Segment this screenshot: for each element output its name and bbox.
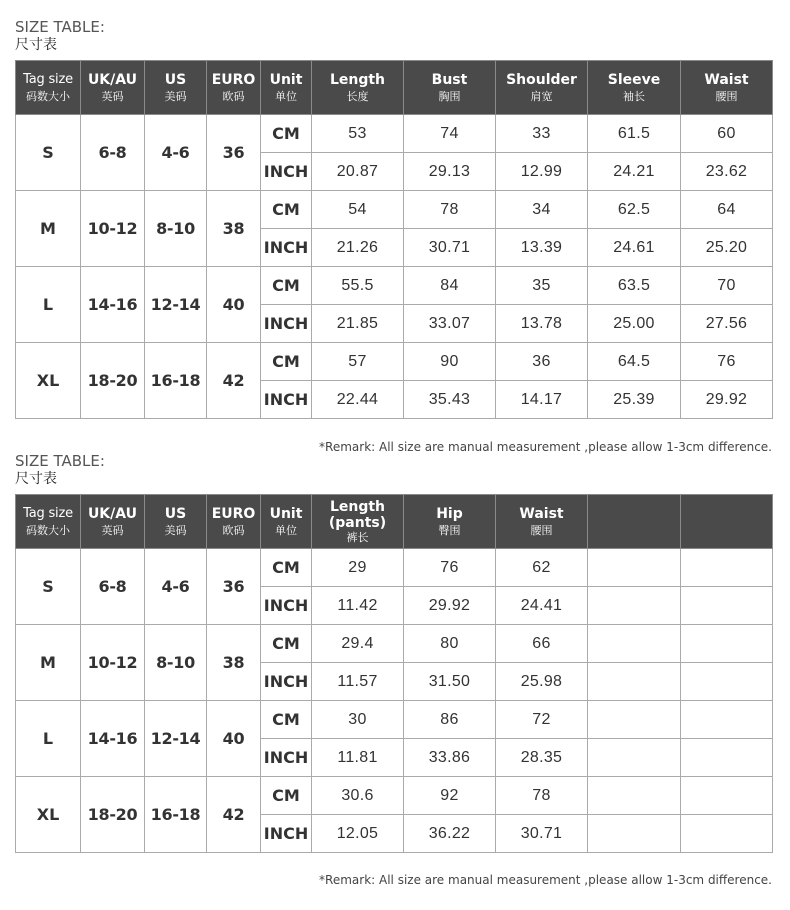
- measurement-cell: 25.39: [588, 381, 681, 419]
- measurement-cell: [588, 549, 681, 587]
- measurement-cell: 36: [496, 343, 588, 381]
- us-size-cell: 12-14: [145, 267, 207, 343]
- unit-cell: INCH: [261, 153, 312, 191]
- unit-cell: CM: [261, 343, 312, 381]
- us-size-cell: 4-6: [145, 549, 207, 625]
- measurement-cell: 86: [404, 701, 496, 739]
- table-title-en: SIZE TABLE:: [15, 18, 105, 36]
- uk-size-cell: 6-8: [81, 115, 145, 191]
- unit-cell: INCH: [261, 305, 312, 343]
- table-row: [16, 549, 773, 587]
- measurement-cell: 35: [496, 267, 588, 305]
- measurement-cell: 24.21: [588, 153, 681, 191]
- header-unit: Unit 单位: [261, 495, 312, 549]
- uk-size-cell: 18-20: [81, 777, 145, 853]
- header-unit: Unit 单位: [261, 61, 312, 115]
- unit-cell: INCH: [261, 739, 312, 777]
- us-size-cell: 4-6: [145, 115, 207, 191]
- uk-size-cell: 14-16: [81, 701, 145, 777]
- tag-size-cell: XL: [16, 343, 81, 419]
- uk-size-cell: 14-16: [81, 267, 145, 343]
- size-table-bottom: [15, 494, 773, 853]
- unit-cell: INCH: [261, 229, 312, 267]
- measurement-cell: 78: [496, 777, 588, 815]
- measurement-cell: 36.22: [404, 815, 496, 853]
- header-shoulder: Shoulder 肩宽: [496, 61, 588, 115]
- header-row: [16, 61, 773, 115]
- remark-note: *Remark: All size are manual measurement ,please allow 1-3cm difference.: [319, 440, 772, 454]
- tag-size-cell: M: [16, 191, 81, 267]
- unit-cell: CM: [261, 549, 312, 587]
- tag-size-cell: M: [16, 625, 81, 701]
- measurement-cell: 92: [404, 777, 496, 815]
- header-waist: Waist 腰围: [496, 495, 588, 549]
- header-waist: Waist 腰围: [681, 61, 773, 115]
- unit-cell: INCH: [261, 381, 312, 419]
- measurement-cell: 30.71: [404, 229, 496, 267]
- measurement-cell: 30: [312, 701, 404, 739]
- measurement-cell: [681, 701, 773, 739]
- measurement-cell: 14.17: [496, 381, 588, 419]
- euro-size-cell: 42: [207, 343, 261, 419]
- tag-size-cell: S: [16, 115, 81, 191]
- header-us: US 美码: [145, 495, 207, 549]
- measurement-cell: 53: [312, 115, 404, 153]
- measurement-cell: 12.05: [312, 815, 404, 853]
- tag-size-cell: XL: [16, 777, 81, 853]
- unit-cell: CM: [261, 191, 312, 229]
- uk-size-cell: 6-8: [81, 549, 145, 625]
- measurement-cell: 70: [681, 267, 773, 305]
- measurement-cell: [681, 739, 773, 777]
- measurement-cell: 11.57: [312, 663, 404, 701]
- measurement-cell: 25.98: [496, 663, 588, 701]
- measurement-cell: 21.85: [312, 305, 404, 343]
- measurement-cell: 76: [404, 549, 496, 587]
- euro-size-cell: 38: [207, 625, 261, 701]
- us-size-cell: 8-10: [145, 191, 207, 267]
- table-row: [16, 267, 773, 305]
- measurement-cell: 72: [496, 701, 588, 739]
- table-row: [16, 625, 773, 663]
- measurement-cell: 54: [312, 191, 404, 229]
- unit-cell: CM: [261, 115, 312, 153]
- euro-size-cell: 36: [207, 115, 261, 191]
- measurement-cell: 57: [312, 343, 404, 381]
- header-length-pants: Length (pants) 裤长: [312, 495, 404, 549]
- measurement-cell: 29.92: [404, 587, 496, 625]
- measurement-cell: 28.35: [496, 739, 588, 777]
- header-row: [16, 495, 773, 549]
- measurement-cell: 74: [404, 115, 496, 153]
- remark-note: *Remark: All size are manual measurement ,please allow 1-3cm difference.: [319, 873, 772, 887]
- header-empty-1: [588, 495, 681, 549]
- uk-size-cell: 10-12: [81, 191, 145, 267]
- size-table-section-bottom: [15, 452, 773, 853]
- unit-cell: INCH: [261, 815, 312, 853]
- measurement-cell: 29: [312, 549, 404, 587]
- measurement-cell: 13.39: [496, 229, 588, 267]
- measurement-cell: 24.41: [496, 587, 588, 625]
- measurement-cell: 31.50: [404, 663, 496, 701]
- header-uk-au: UK/AU 英码: [81, 495, 145, 549]
- measurement-cell: 27.56: [681, 305, 773, 343]
- measurement-cell: 23.62: [681, 153, 773, 191]
- uk-size-cell: 18-20: [81, 343, 145, 419]
- measurement-cell: 11.81: [312, 739, 404, 777]
- measurement-cell: 25.00: [588, 305, 681, 343]
- measurement-cell: [588, 739, 681, 777]
- us-size-cell: 8-10: [145, 625, 207, 701]
- measurement-cell: 24.61: [588, 229, 681, 267]
- header-empty-2: [681, 495, 773, 549]
- uk-size-cell: 10-12: [81, 625, 145, 701]
- unit-cell: CM: [261, 267, 312, 305]
- unit-cell: CM: [261, 777, 312, 815]
- measurement-cell: [588, 625, 681, 663]
- tag-size-cell: L: [16, 267, 81, 343]
- measurement-cell: [588, 587, 681, 625]
- table-row: [16, 343, 773, 381]
- unit-cell: CM: [261, 625, 312, 663]
- unit-cell: INCH: [261, 663, 312, 701]
- measurement-cell: 12.99: [496, 153, 588, 191]
- unit-cell: INCH: [261, 587, 312, 625]
- table-title-en: SIZE TABLE:: [15, 452, 105, 470]
- measurement-cell: [588, 777, 681, 815]
- measurement-cell: 33.86: [404, 739, 496, 777]
- header-bust: Bust 胸围: [404, 61, 496, 115]
- unit-cell: CM: [261, 701, 312, 739]
- table-title-cn: 尺寸表: [15, 37, 57, 53]
- measurement-cell: [681, 777, 773, 815]
- euro-size-cell: 40: [207, 267, 261, 343]
- measurement-cell: 80: [404, 625, 496, 663]
- measurement-cell: 64.5: [588, 343, 681, 381]
- measurement-cell: 22.44: [312, 381, 404, 419]
- measurement-cell: 84: [404, 267, 496, 305]
- measurement-cell: 34: [496, 191, 588, 229]
- measurement-cell: [681, 549, 773, 587]
- measurement-cell: 66: [496, 625, 588, 663]
- measurement-cell: 60: [681, 115, 773, 153]
- tag-size-cell: L: [16, 701, 81, 777]
- us-size-cell: 16-18: [145, 343, 207, 419]
- measurement-cell: 35.43: [404, 381, 496, 419]
- measurement-cell: 20.87: [312, 153, 404, 191]
- header-tag-size: Tag size 码数大小: [16, 495, 81, 549]
- header-tag-size: Tag size 码数大小: [16, 61, 81, 115]
- measurement-cell: 30.6: [312, 777, 404, 815]
- measurement-cell: 30.71: [496, 815, 588, 853]
- header-sleeve: Sleeve 袖长: [588, 61, 681, 115]
- measurement-cell: 90: [404, 343, 496, 381]
- euro-size-cell: 40: [207, 701, 261, 777]
- measurement-cell: 29.92: [681, 381, 773, 419]
- header-length: Length 长度: [312, 61, 404, 115]
- measurement-cell: 25.20: [681, 229, 773, 267]
- size-table-section-top: [15, 18, 773, 419]
- measurement-cell: [681, 587, 773, 625]
- tag-size-cell: S: [16, 549, 81, 625]
- header-hip: Hip 臀围: [404, 495, 496, 549]
- measurement-cell: [681, 815, 773, 853]
- measurement-cell: 21.26: [312, 229, 404, 267]
- measurement-cell: 33.07: [404, 305, 496, 343]
- measurement-cell: [681, 625, 773, 663]
- us-size-cell: 12-14: [145, 701, 207, 777]
- measurement-cell: 29.4: [312, 625, 404, 663]
- table-row: [16, 115, 773, 153]
- table-row: [16, 701, 773, 739]
- measurement-cell: 62.5: [588, 191, 681, 229]
- table-title-cn: 尺寸表: [15, 471, 57, 487]
- measurement-cell: [681, 663, 773, 701]
- measurement-cell: 64: [681, 191, 773, 229]
- measurement-cell: 13.78: [496, 305, 588, 343]
- us-size-cell: 16-18: [145, 777, 207, 853]
- measurement-cell: [588, 701, 681, 739]
- table-row: [16, 777, 773, 815]
- table-row: [16, 191, 773, 229]
- measurement-cell: 76: [681, 343, 773, 381]
- euro-size-cell: 42: [207, 777, 261, 853]
- measurement-cell: 63.5: [588, 267, 681, 305]
- measurement-cell: 55.5: [312, 267, 404, 305]
- euro-size-cell: 38: [207, 191, 261, 267]
- header-us: US 美码: [145, 61, 207, 115]
- measurement-cell: [588, 663, 681, 701]
- measurement-cell: 61.5: [588, 115, 681, 153]
- measurement-cell: 29.13: [404, 153, 496, 191]
- measurement-cell: 11.42: [312, 587, 404, 625]
- measurement-cell: 78: [404, 191, 496, 229]
- size-table-top: [15, 60, 773, 419]
- measurement-cell: 33: [496, 115, 588, 153]
- measurement-cell: [588, 815, 681, 853]
- measurement-cell: 62: [496, 549, 588, 587]
- euro-size-cell: 36: [207, 549, 261, 625]
- header-euro: EURO 欧码: [207, 495, 261, 549]
- header-euro: EURO 欧码: [207, 61, 261, 115]
- header-uk-au: UK/AU 英码: [81, 61, 145, 115]
